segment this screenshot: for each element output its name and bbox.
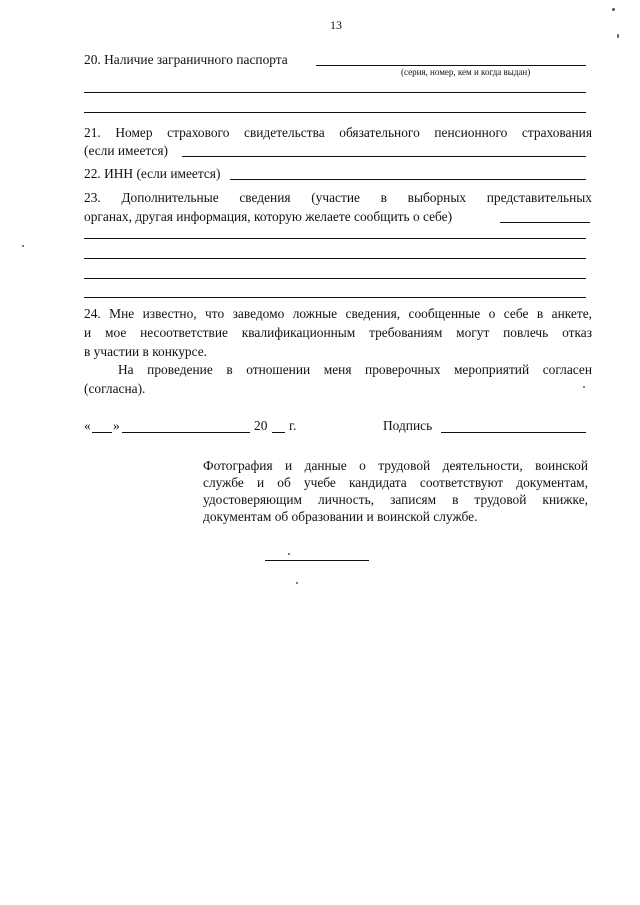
item-24-line-5: (согласна). <box>84 381 146 396</box>
certification-block <box>203 457 588 525</box>
certification-line-4: документам об образовании и воинской службе. <box>203 509 478 524</box>
item-24-line-4: На проведение в отношении меня проверочных мероприятий согласен <box>118 362 592 377</box>
item-20-extra-line-2[interactable] <box>84 112 586 113</box>
item-20-label: 20. Наличие заграничного паспорта <box>84 52 288 67</box>
date-quote-close: » <box>113 418 120 433</box>
item-24-line-1: 24. Мне известно, что заведомо ложные сведения, сообщенные о себе в анкете, <box>84 306 592 321</box>
item-20-hint: (серия, номер, кем и когда выдан) <box>401 67 531 77</box>
certification-line-2: службе и об учебе кандидата соответствуют документам, <box>203 475 588 490</box>
page-number: 13 <box>330 18 342 32</box>
scan-speck <box>617 34 619 38</box>
item-23-extra-line-4[interactable] <box>84 297 586 298</box>
scan-speck <box>612 8 615 11</box>
scan-speck <box>583 386 585 388</box>
item-23-line-2: органах, другая информация, которую желаете сообщить о себе) <box>84 209 453 224</box>
certification-line-1: Фотография и данные о трудовой деятельности, воинской <box>203 458 588 473</box>
item-22-input-line[interactable] <box>230 179 586 180</box>
item-23-line-1: 23. Дополнительные сведения (участие в выборных представительных <box>84 190 592 205</box>
item-21-line-2: (если имеется) <box>84 143 168 158</box>
date-day-line[interactable] <box>92 432 112 433</box>
item-20-extra-line-1[interactable] <box>84 92 586 93</box>
item-22-label: 22. ИНН (если имеется) <box>84 166 221 181</box>
item-24-line-3: в участии в конкурсе. <box>84 344 207 359</box>
item-21-line-1: 21. Номер страхового свидетельства обязательного пенсионного страхования <box>84 125 592 140</box>
item-23-extra-line-2[interactable] <box>84 258 586 259</box>
date-quote-open: « <box>84 418 91 433</box>
scan-speck <box>22 245 24 247</box>
item-23-input-line[interactable] <box>500 222 590 223</box>
date-month-line[interactable] <box>122 432 250 433</box>
certification-line-3: удостоверяющим личность, записям в трудовой книжке, <box>203 492 588 507</box>
item-24-line-2: и мое несоответствие квалификационным требованиям могут повлечь отказ <box>84 325 592 340</box>
date-year-prefix: 20 <box>254 418 268 433</box>
signature-line[interactable] <box>441 432 586 433</box>
signature-label: Подпись <box>383 418 433 433</box>
scan-speck <box>288 553 290 555</box>
scan-speck <box>296 582 298 584</box>
item-20-input-line[interactable] <box>316 65 586 66</box>
item-23-extra-line-3[interactable] <box>84 278 586 279</box>
item-23-extra-line-1[interactable] <box>84 238 586 239</box>
date-year-suffix: г. <box>289 418 297 433</box>
closing-separator <box>265 560 369 561</box>
item-21-input-line[interactable] <box>182 156 586 157</box>
date-year-line[interactable] <box>272 432 285 433</box>
